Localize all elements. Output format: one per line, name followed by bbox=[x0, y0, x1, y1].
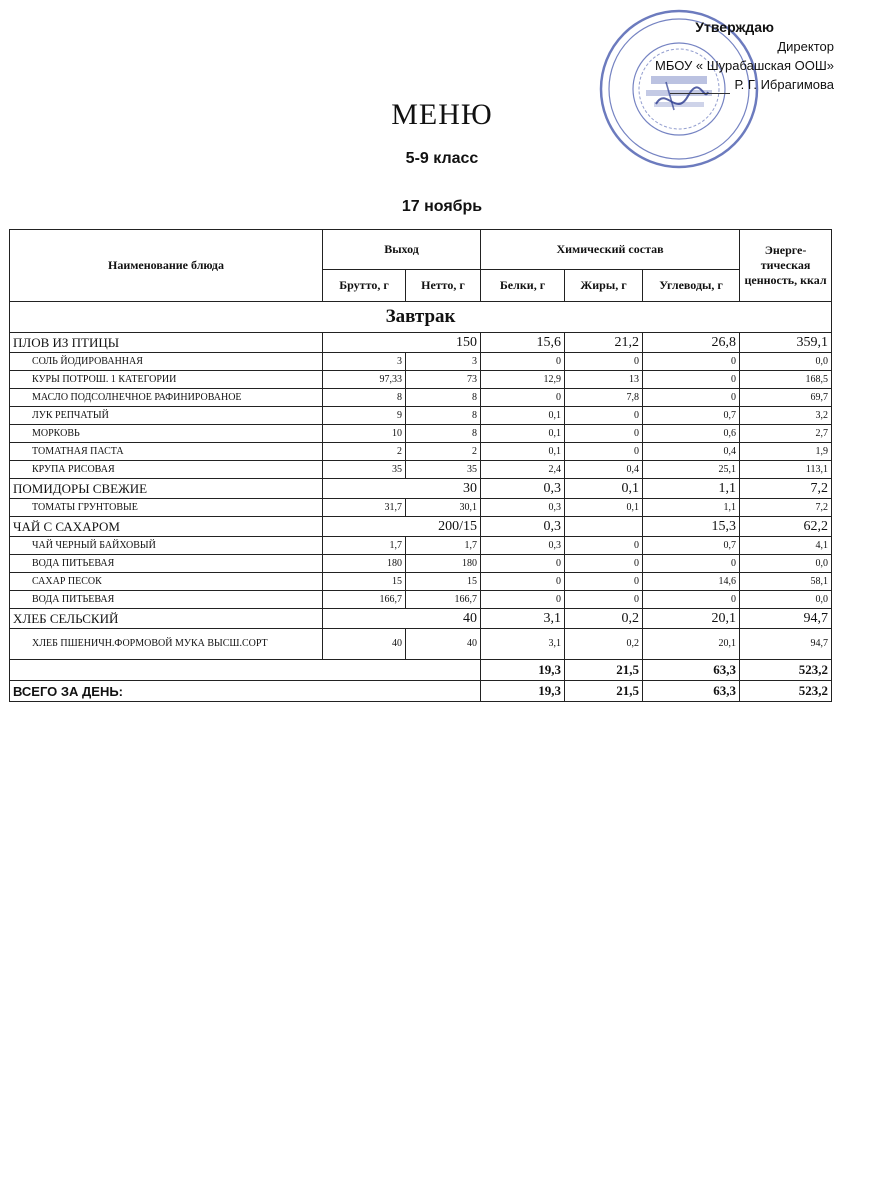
ingredient-fat: 0 bbox=[565, 591, 643, 609]
ingredient-protein: 0 bbox=[481, 353, 565, 371]
ingredient-protein: 0,1 bbox=[481, 407, 565, 425]
ingredient-protein: 0,1 bbox=[481, 443, 565, 461]
ingredient-carbs: 0,7 bbox=[643, 537, 740, 555]
approval-director: Р. Г. Ибрагимова bbox=[734, 77, 834, 92]
dish-carbs: 15,3 bbox=[643, 517, 740, 537]
dish-name: ХЛЕБ СЕЛЬСКИЙ bbox=[10, 609, 323, 629]
ingredient-row bbox=[10, 537, 832, 555]
ingredient-fat: 0 bbox=[565, 353, 643, 371]
ingredient-energy: 2,7 bbox=[740, 425, 832, 443]
ingredient-fat: 0 bbox=[565, 443, 643, 461]
signature-line bbox=[670, 93, 730, 94]
ingredient-carbs: 0 bbox=[643, 371, 740, 389]
col-header-energy: Энерге-тическая ценность, ккал bbox=[740, 230, 832, 302]
ingredient-carbs: 0,4 bbox=[643, 443, 740, 461]
col-header-fat: Жиры, г bbox=[565, 270, 643, 302]
ingredient-gross: 40 bbox=[323, 629, 406, 660]
menu-date: 17 ноябрь bbox=[401, 198, 483, 215]
dish-protein: 0,3 bbox=[481, 517, 565, 537]
ingredient-name: ВОДА ПИТЬЕВАЯ bbox=[10, 555, 323, 573]
ingredient-net: 30,1 bbox=[406, 499, 481, 517]
subtotal-label-cell bbox=[10, 660, 481, 681]
ingredient-name: МОРКОВЬ bbox=[10, 425, 323, 443]
ingredient-fat: 7,8 bbox=[565, 389, 643, 407]
ingredient-fat: 0 bbox=[565, 537, 643, 555]
dish-output: 150 bbox=[323, 333, 481, 353]
ingredient-net: 73 bbox=[406, 371, 481, 389]
menu-table bbox=[9, 229, 832, 702]
ingredient-name: ХЛЕБ ПШЕНИЧН.ФОРМОВОЙ МУКА ВЫСШ.СОРТ bbox=[10, 629, 323, 660]
dish-energy: 359,1 bbox=[740, 333, 832, 353]
ingredient-net: 35 bbox=[406, 461, 481, 479]
ingredient-net: 8 bbox=[406, 425, 481, 443]
subtotal-energy: 523,2 bbox=[740, 660, 832, 681]
approval-block bbox=[574, 18, 834, 94]
approval-title: Утверждаю bbox=[695, 19, 774, 35]
dish-protein: 15,6 bbox=[481, 333, 565, 353]
ingredient-protein: 0 bbox=[481, 389, 565, 407]
ingredient-row bbox=[10, 555, 832, 573]
ingredient-energy: 113,1 bbox=[740, 461, 832, 479]
col-header-protein: Белки, г bbox=[481, 270, 565, 302]
dish-row bbox=[10, 517, 832, 537]
dish-output: 40 bbox=[323, 609, 481, 629]
ingredient-protein: 0,3 bbox=[481, 499, 565, 517]
ingredient-net: 8 bbox=[406, 407, 481, 425]
dish-fat: 0,1 bbox=[565, 479, 643, 499]
dish-name: ПОМИДОРЫ СВЕЖИЕ bbox=[10, 479, 323, 499]
day-total-carbs: 63,3 bbox=[643, 681, 740, 702]
ingredient-gross: 1,7 bbox=[323, 537, 406, 555]
dish-fat bbox=[565, 517, 643, 537]
section-title: Завтрак bbox=[10, 302, 832, 333]
ingredient-net: 8 bbox=[406, 389, 481, 407]
ingredient-gross: 9 bbox=[323, 407, 406, 425]
dish-name: ЧАЙ С САХАРОМ bbox=[10, 517, 323, 537]
subtotal-carbs: 63,3 bbox=[643, 660, 740, 681]
ingredient-fat: 0,4 bbox=[565, 461, 643, 479]
ingredient-row bbox=[10, 407, 832, 425]
dish-row bbox=[10, 479, 832, 499]
ingredient-fat: 0,2 bbox=[565, 629, 643, 660]
ingredient-carbs: 0 bbox=[643, 389, 740, 407]
ingredient-gross: 8 bbox=[323, 389, 406, 407]
ingredient-name: ТОМАТЫ ГРУНТОВЫЕ bbox=[10, 499, 323, 517]
ingredient-fat: 0 bbox=[565, 425, 643, 443]
ingredient-energy: 69,7 bbox=[740, 389, 832, 407]
grade-label: 5-9 класс bbox=[405, 150, 479, 167]
ingredient-protein: 0 bbox=[481, 573, 565, 591]
ingredient-protein: 3,1 bbox=[481, 629, 565, 660]
ingredient-carbs: 0 bbox=[643, 591, 740, 609]
day-total-label: ВСЕГО ЗА ДЕНЬ: bbox=[10, 681, 481, 702]
ingredient-energy: 94,7 bbox=[740, 629, 832, 660]
dish-row bbox=[10, 333, 832, 353]
ingredient-row bbox=[10, 371, 832, 389]
ingredient-net: 40 bbox=[406, 629, 481, 660]
ingredient-energy: 1,9 bbox=[740, 443, 832, 461]
ingredient-carbs: 0 bbox=[643, 555, 740, 573]
ingredient-row bbox=[10, 499, 832, 517]
dish-energy: 7,2 bbox=[740, 479, 832, 499]
dish-row bbox=[10, 609, 832, 629]
dish-protein: 3,1 bbox=[481, 609, 565, 629]
dish-energy: 62,2 bbox=[740, 517, 832, 537]
ingredient-protein: 0,1 bbox=[481, 425, 565, 443]
ingredient-name: СОЛЬ ЙОДИРОВАННАЯ bbox=[10, 353, 323, 371]
subtotal-protein: 19,3 bbox=[481, 660, 565, 681]
dish-protein: 0,3 bbox=[481, 479, 565, 499]
ingredient-name: САХАР ПЕСОК bbox=[10, 573, 323, 591]
dish-energy: 94,7 bbox=[740, 609, 832, 629]
ingredient-protein: 0 bbox=[481, 555, 565, 573]
ingredient-row bbox=[10, 389, 832, 407]
ingredient-row bbox=[10, 425, 832, 443]
ingredient-net: 2 bbox=[406, 443, 481, 461]
approval-position: Директор bbox=[777, 39, 834, 54]
day-total-protein: 19,3 bbox=[481, 681, 565, 702]
ingredient-carbs: 1,1 bbox=[643, 499, 740, 517]
subtotal-fat: 21,5 bbox=[565, 660, 643, 681]
ingredient-row bbox=[10, 629, 832, 660]
col-header-gross: Брутто, г bbox=[323, 270, 406, 302]
ingredient-protein: 12,9 bbox=[481, 371, 565, 389]
ingredient-gross: 180 bbox=[323, 555, 406, 573]
dish-carbs: 1,1 bbox=[643, 479, 740, 499]
ingredient-row bbox=[10, 443, 832, 461]
ingredient-energy: 58,1 bbox=[740, 573, 832, 591]
ingredient-gross: 31,7 bbox=[323, 499, 406, 517]
ingredient-fat: 0 bbox=[565, 555, 643, 573]
ingredient-fat: 13 bbox=[565, 371, 643, 389]
ingredient-carbs: 20,1 bbox=[643, 629, 740, 660]
ingredient-carbs: 0,6 bbox=[643, 425, 740, 443]
ingredient-name: МАСЛО ПОДСОЛНЕЧНОЕ РАФИНИРОВАНОЕ bbox=[10, 389, 323, 407]
dish-fat: 21,2 bbox=[565, 333, 643, 353]
ingredient-energy: 4,1 bbox=[740, 537, 832, 555]
ingredient-name: ЧАЙ ЧЕРНЫЙ БАЙХОВЫЙ bbox=[10, 537, 323, 555]
ingredient-carbs: 0 bbox=[643, 353, 740, 371]
ingredient-fat: 0 bbox=[565, 573, 643, 591]
ingredient-protein: 2,4 bbox=[481, 461, 565, 479]
ingredient-net: 166,7 bbox=[406, 591, 481, 609]
ingredient-row bbox=[10, 461, 832, 479]
ingredient-energy: 168,5 bbox=[740, 371, 832, 389]
dish-output: 200/15 bbox=[323, 517, 481, 537]
ingredient-name: ЛУК РЕПЧАТЫЙ bbox=[10, 407, 323, 425]
ingredient-gross: 2 bbox=[323, 443, 406, 461]
ingredient-carbs: 25,1 bbox=[643, 461, 740, 479]
col-header-name: Наименование блюда bbox=[10, 230, 323, 302]
ingredient-net: 15 bbox=[406, 573, 481, 591]
dish-carbs: 26,8 bbox=[643, 333, 740, 353]
page-title: МЕНЮ bbox=[391, 98, 493, 131]
ingredient-net: 180 bbox=[406, 555, 481, 573]
ingredient-fat: 0 bbox=[565, 407, 643, 425]
ingredient-net: 1,7 bbox=[406, 537, 481, 555]
ingredient-name: ТОМАТНАЯ ПАСТА bbox=[10, 443, 323, 461]
dish-fat: 0,2 bbox=[565, 609, 643, 629]
ingredient-gross: 97,33 bbox=[323, 371, 406, 389]
ingredient-carbs: 0,7 bbox=[643, 407, 740, 425]
day-total-fat: 21,5 bbox=[565, 681, 643, 702]
dish-output: 30 bbox=[323, 479, 481, 499]
ingredient-gross: 15 bbox=[323, 573, 406, 591]
ingredient-energy: 7,2 bbox=[740, 499, 832, 517]
ingredient-energy: 0,0 bbox=[740, 353, 832, 371]
ingredient-energy: 0,0 bbox=[740, 591, 832, 609]
ingredient-protein: 0,3 bbox=[481, 537, 565, 555]
col-header-net: Нетто, г bbox=[406, 270, 481, 302]
ingredient-gross: 166,7 bbox=[323, 591, 406, 609]
ingredient-row bbox=[10, 573, 832, 591]
ingredient-net: 3 bbox=[406, 353, 481, 371]
ingredient-gross: 3 bbox=[323, 353, 406, 371]
dish-carbs: 20,1 bbox=[643, 609, 740, 629]
ingredient-carbs: 14,6 bbox=[643, 573, 740, 591]
col-header-carbs: Углеводы, г bbox=[643, 270, 740, 302]
ingredient-energy: 3,2 bbox=[740, 407, 832, 425]
approval-organization: МБОУ « Шурабашская ООШ» bbox=[654, 58, 834, 73]
ingredient-gross: 35 bbox=[323, 461, 406, 479]
ingredient-name: КУРЫ ПОТРОШ. 1 КАТЕГОРИИ bbox=[10, 371, 323, 389]
day-total-row bbox=[10, 681, 832, 702]
ingredient-fat: 0,1 bbox=[565, 499, 643, 517]
ingredient-row bbox=[10, 591, 832, 609]
ingredient-energy: 0,0 bbox=[740, 555, 832, 573]
ingredient-name: ВОДА ПИТЬЕВАЯ bbox=[10, 591, 323, 609]
col-header-chem: Химический состав bbox=[481, 230, 740, 270]
subtotal-row bbox=[10, 660, 832, 681]
ingredient-gross: 10 bbox=[323, 425, 406, 443]
ingredient-protein: 0 bbox=[481, 591, 565, 609]
ingredient-row bbox=[10, 353, 832, 371]
col-header-output: Выход bbox=[323, 230, 481, 270]
dish-name: ПЛОВ ИЗ ПТИЦЫ bbox=[10, 333, 323, 353]
day-total-energy: 523,2 bbox=[740, 681, 832, 702]
ingredient-name: КРУПА РИСОВАЯ bbox=[10, 461, 323, 479]
